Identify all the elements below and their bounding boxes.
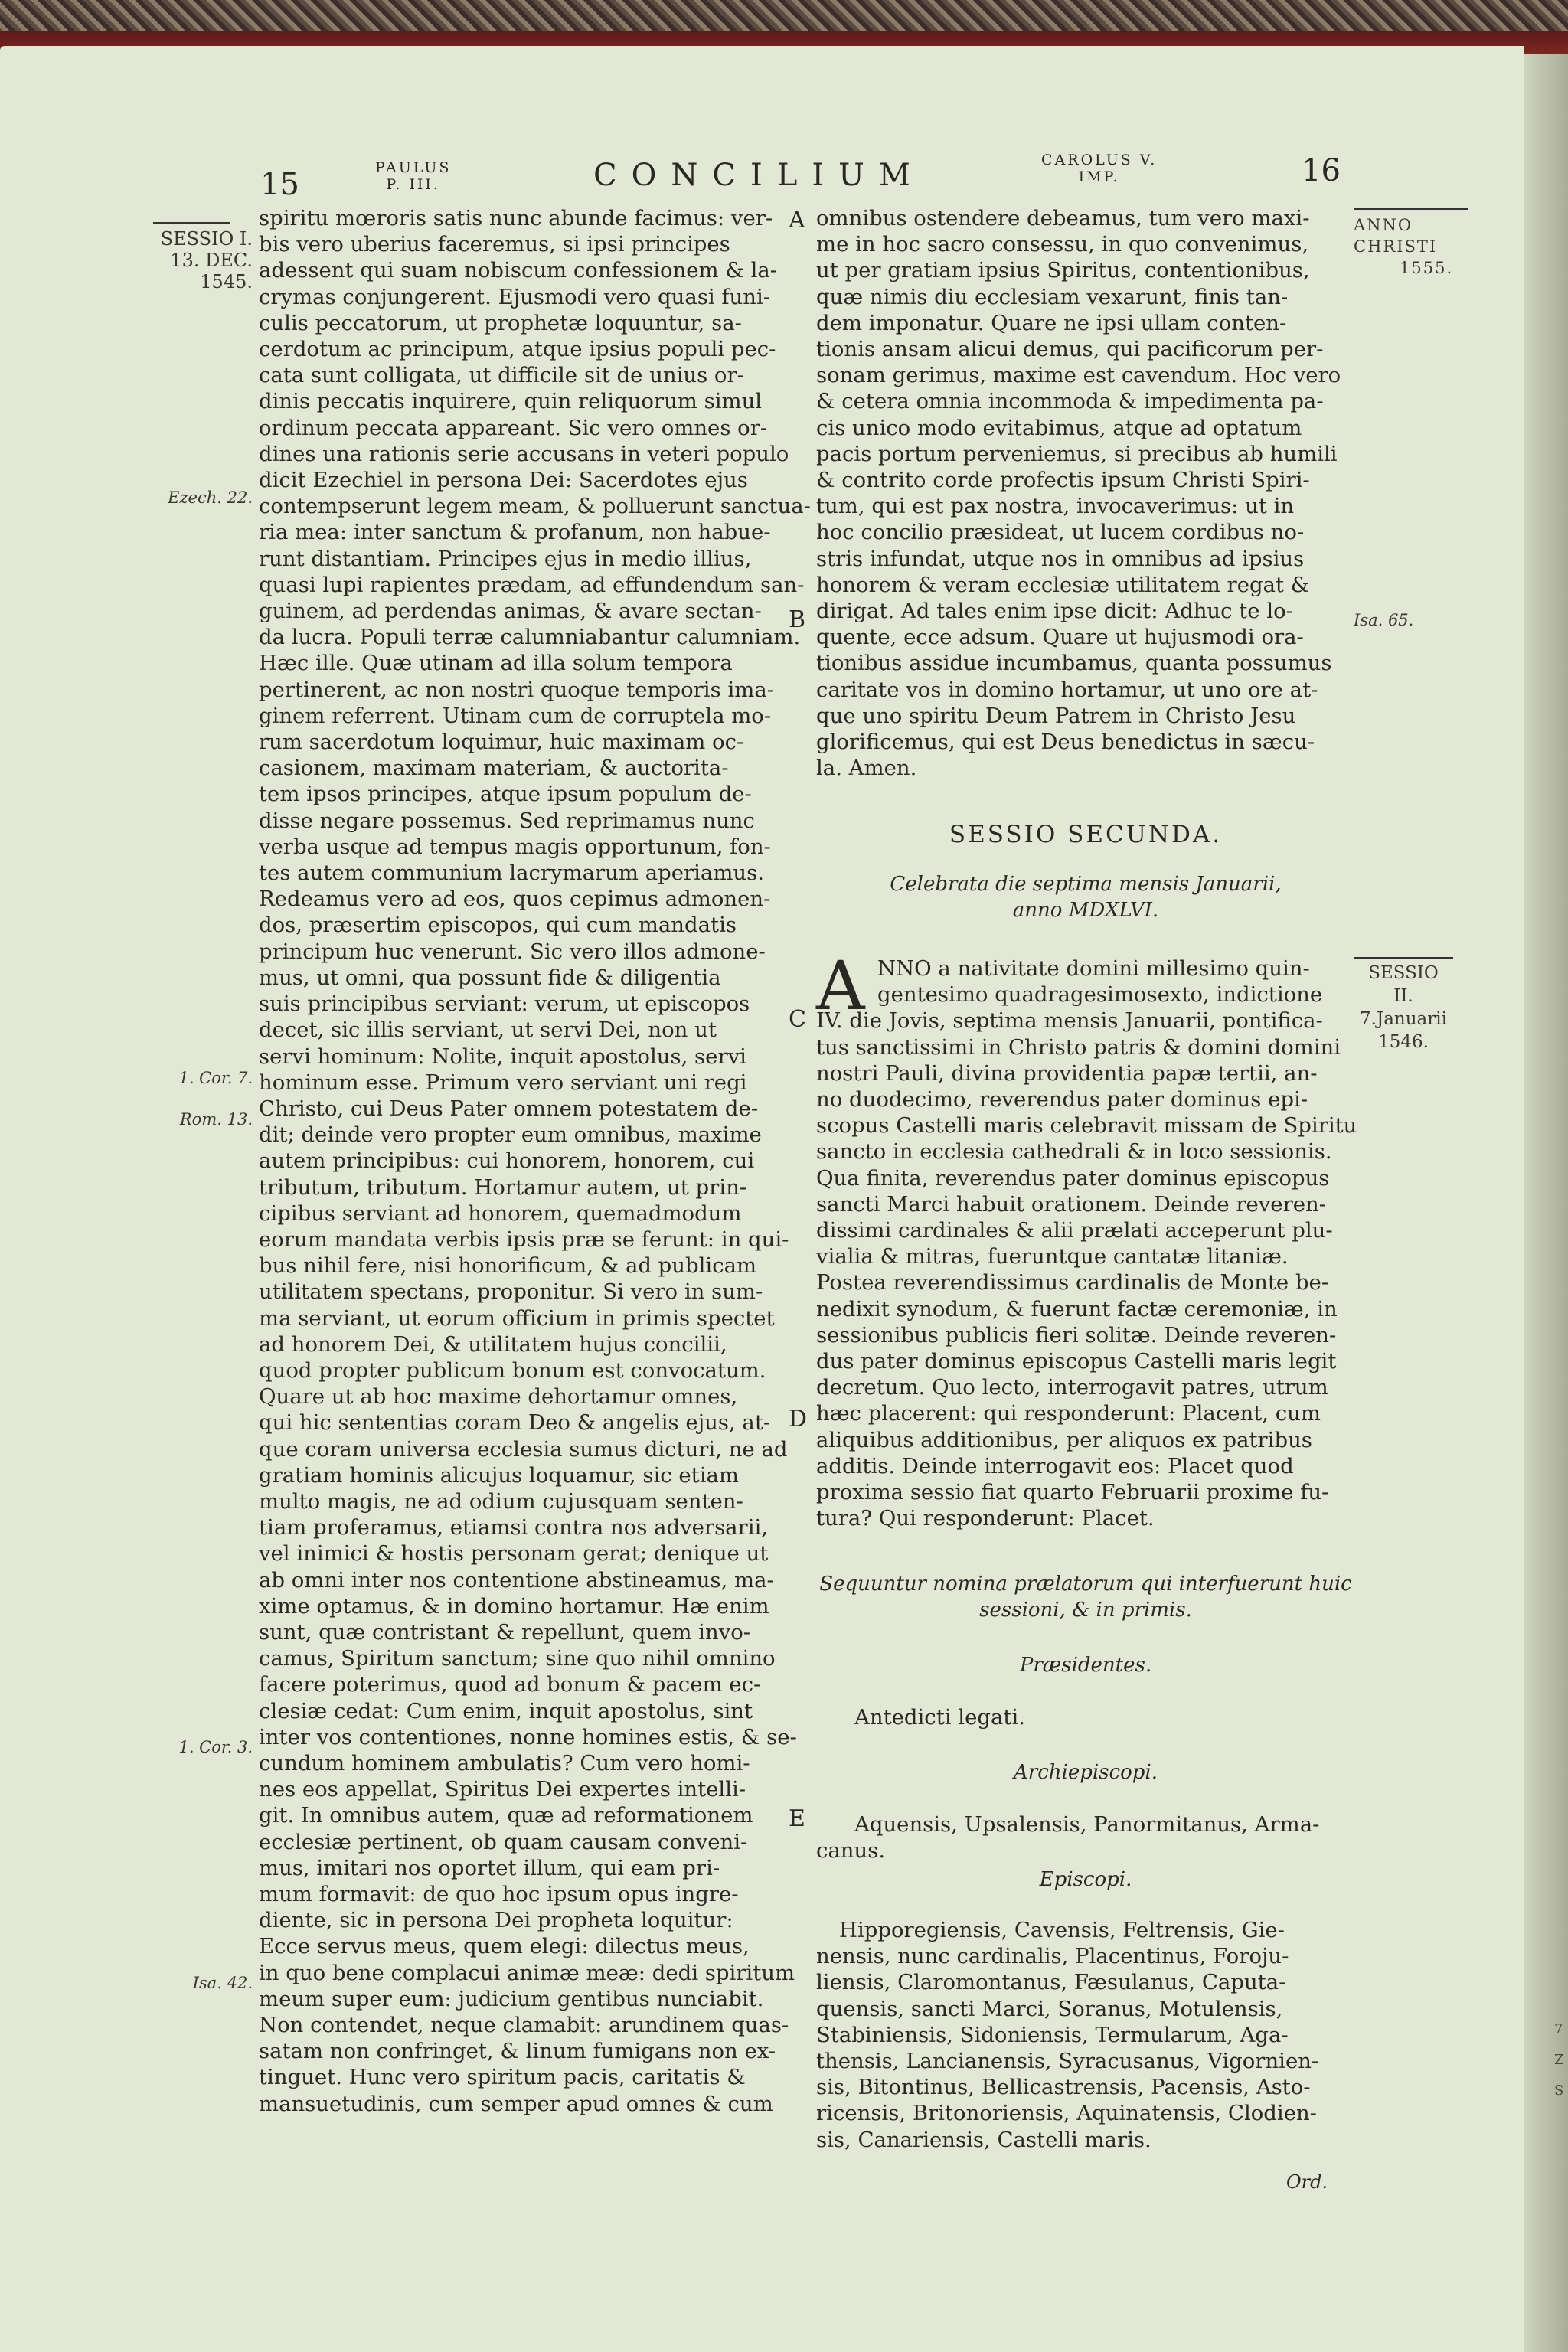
- text-line: da lucra. Populi terræ calumniabantur calumniam.: [259, 625, 801, 650]
- text-line: sis, Canariensis, Castelli maris.: [816, 2127, 1152, 2152]
- text-line: & cetera omnia incommoda & impedimenta pa-: [816, 389, 1324, 414]
- text-line: glorificemus, qui est Deus benedictus in sæcu-: [816, 730, 1315, 755]
- names-intro: Sequuntur nomina prælatorum qui interfuerunt huic sessioni, & in primis.: [819, 1573, 1352, 1622]
- text-line: stris infundat, utque nos in omnibus ad ipsius: [816, 546, 1305, 571]
- text-line: Non contendet, neque clamabit: arundinem quas-: [259, 2013, 789, 2038]
- text-line: Quare ut ab hoc maxime dehortamur omnes,: [259, 1384, 738, 1410]
- edge-mark: 7: [1554, 2021, 1563, 2037]
- margin-anno: ANNO CHRISTI 1555.: [1354, 216, 1454, 277]
- text-line: ecclesiæ pertinent, ob quam causam conveni-: [259, 1829, 748, 1854]
- text-line: Christo, cui Deus Pater omnem potestatem de-: [259, 1096, 759, 1121]
- text-line: xime optamus, & in domino hortamur. Hæ enim: [259, 1593, 769, 1619]
- text-line: tus sanctissimi in Christo patris & domini domini: [816, 1034, 1341, 1060]
- text-line: dos, præsertim episcopos, qui cum mandatis: [259, 913, 737, 938]
- margin-ref: Ezech. 22.: [168, 488, 253, 507]
- text-line: principum huc venerunt. Sic vero illos admone-: [259, 939, 766, 964]
- text-line: gentesimo quadragesimosexto, indictione: [877, 982, 1323, 1008]
- text-line: dicit Ezechiel in persona Dei: Sacerdotes ejus: [259, 468, 748, 493]
- text-line: sis, Bitontinus, Bellicastrensis, Pacensis, Asto-: [816, 2075, 1311, 2100]
- margin-rule: [153, 222, 230, 224]
- margin-ref: Rom. 13.: [179, 1110, 253, 1129]
- text-line: dinis peccatis inquirere, quin reliquorum simul: [259, 389, 763, 414]
- section-letter: D: [789, 1406, 808, 1432]
- text-line: utilitatem spectans, proponitur. Si vero in sum-: [259, 1279, 763, 1305]
- text-line: ut per gratiam ipsius Spiritus, contentionibus,: [816, 258, 1310, 283]
- text-line: cipibus serviant ad honorem, quemadmodum: [259, 1200, 742, 1226]
- text-line: vel inimici & hostis personam gerat; denique ut: [259, 1541, 769, 1566]
- text-line: spiritu mœroris satis nunc abunde facimus: ver-: [259, 206, 773, 230]
- text-line: me in hoc sacro consessu, in quo convenimus,: [816, 232, 1309, 257]
- text-line: tinguet. Hunc vero spiritum pacis, caritatis &: [259, 2065, 746, 2090]
- text-line: scopus Castelli maris celebravit missam de Spiritu: [816, 1113, 1357, 1138]
- text-line: Ecce servus meus, quem elegi: dilectus meus,: [259, 1934, 750, 1959]
- text-line: clesiæ cedat: Cum enim, inquit apostolus, sint: [259, 1698, 753, 1723]
- section-letter: A: [789, 207, 805, 234]
- margin-ref: Isa. 65.: [1354, 611, 1414, 629]
- text-line: tura? Qui responderunt: Placet.: [816, 1506, 1155, 1531]
- text-line: mus, ut omni, qua possunt fide & diligentia: [259, 965, 721, 990]
- text-line: tum, qui est pax nostra, invocaverimus: ut in: [816, 494, 1295, 519]
- text-line: multo magis, ne ad odium cujusquam senten-: [259, 1488, 743, 1514]
- drop-capital: A: [816, 946, 865, 1025]
- text-line: dissimi cardinales & alii prælati acceperunt plu-: [816, 1218, 1333, 1243]
- text-line: honorem & veram ecclesiæ utilitatem regat &: [816, 572, 1310, 597]
- text-line: culis peccatorum, ut prophetæ loquuntur, sa-: [259, 310, 742, 335]
- text-line: la. Amen.: [816, 756, 917, 781]
- section-letter: E: [789, 1805, 805, 1832]
- text-line: ma serviant, ut eorum officium in primis spectet: [259, 1305, 775, 1331]
- text-line: gratiam hominis alicujus loquamur, sic etiam: [259, 1462, 739, 1488]
- text-line: IV. die Jovis, septima mensis Januarii, pontifica-: [816, 1008, 1323, 1034]
- section-letter: C: [789, 1006, 806, 1033]
- text-line: guinem, ad perdendas animas, & avare sectan-: [259, 599, 762, 624]
- margin-ref: 1. Cor. 3.: [178, 1738, 253, 1756]
- text-line: ad honorem Dei, & utilitatem hujus concilii,: [259, 1331, 727, 1357]
- text-line: autem principibus: cui honorem, honorem, cui: [259, 1148, 755, 1174]
- section-letter: B: [789, 606, 806, 633]
- edge-mark: S: [1554, 2082, 1564, 2099]
- text-line: omnibus ostendere debeamus, tum vero maxi-: [816, 206, 1310, 230]
- text-line: sancto in ecclesia cathedrali & in loco sessionis.: [816, 1139, 1332, 1165]
- text-line: dirigat. Ad tales enim ipse dicit: Adhuc te lo-: [816, 599, 1293, 624]
- text-line: mum formavit: de quo hoc ipsum opus ingre-: [259, 1882, 739, 1906]
- page-number-right: 16: [1302, 153, 1341, 188]
- text-line: nensis, nunc cardinalis, Placentinus, Foroju-: [816, 1944, 1289, 1969]
- text-line: pertinerent, ac non nostri quoque temporis ima-: [259, 677, 775, 702]
- text-line: git. In omnibus autem, quæ ad reformationem: [259, 1803, 753, 1828]
- text-line: casionem, maximam materiam, & auctorita-: [259, 756, 729, 781]
- text-line: disse negare possemus. Sed reprimamus nunc: [259, 808, 755, 833]
- text-line: dem imponatur. Quare ne ipsi ullam conten-: [816, 310, 1287, 335]
- margin-session-two: SESSIO II. 7.Januarii 1546.: [1360, 963, 1447, 1052]
- running-head-right: CAROLUS V. IMP.: [1041, 152, 1158, 185]
- margin-ref: 1. Cor. 7.: [178, 1069, 253, 1087]
- page-title: CONCILIUM: [593, 158, 925, 193]
- session-subtitle: Celebrata die septima mensis Januarii, anno MDXLVI.: [890, 873, 1282, 922]
- margin-ref: Isa. 42.: [192, 1974, 253, 1992]
- episcopi-list: [816, 1917, 1355, 2153]
- text-line: quæ nimis diu ecclesiam vexarunt, finis tan-: [816, 284, 1289, 309]
- text-line: meum super eum: judicium gentibus nunciabit.: [259, 1986, 764, 2011]
- text-line: cata sunt colligata, ut difficile sit de unius or-: [259, 363, 744, 388]
- text-line: decretum. Quo lecto, interrogavit patres, utrum: [816, 1375, 1328, 1400]
- text-line: mansuetudinis, cum semper apud omnes & cum: [259, 2091, 773, 2116]
- praesidentes-heading: Præsidentes.: [1019, 1654, 1152, 1677]
- text-line: additis. Deinde interrogavit eos: Placet quod: [816, 1453, 1294, 1478]
- episcopi-heading: Episcopi.: [1039, 1868, 1132, 1891]
- text-line: ria mea: inter sanctum & profanum, non habue-: [259, 520, 771, 545]
- margin-rule: [1354, 957, 1453, 959]
- text-line: ordinum peccata appareant. Sic vero omnes or-: [259, 415, 768, 440]
- text-line: caritate vos in domino hortamur, ut uno ore at-: [816, 677, 1318, 702]
- text-line: nostri Pauli, divina providentia papæ tertii, an-: [816, 1060, 1318, 1086]
- text-line: eorum mandata verbis ipsis præ se ferunt: in qui-: [259, 1227, 789, 1252]
- text-line: tionis ansam alicui demus, qui pacificorum per-: [816, 337, 1324, 362]
- text-line: bus nihil fere, nisi honorificum, & ad publicam: [259, 1253, 757, 1279]
- edge-mark: Z: [1554, 2052, 1564, 2068]
- text-line: sonam gerimus, maxime est cavendum. Hoc vero: [816, 363, 1341, 388]
- text-line: ab omni inter nos contentione abstineamus, ma-: [259, 1567, 774, 1592]
- text-line: contempserunt legem meam, & polluerunt sanctua-: [259, 494, 811, 519]
- text-line: cerdotum ac principum, atque ipsius populi pec-: [259, 337, 776, 362]
- margin-rule: [1354, 208, 1468, 210]
- text-line: dit; deinde vero propter eum omnibus, maxime: [259, 1122, 762, 1148]
- text-line: Postea reverendissimus cardinalis de Monte be-: [816, 1270, 1329, 1295]
- text-line: tes autem communium lacrymarum aperiamus.: [259, 861, 764, 886]
- archiepiscopi-list: Aquensis, Upsalensis, Panormitanus, Arma- canus.: [816, 1812, 1320, 1864]
- text-line: verba usque ad tempus magis opportunum, fon-: [259, 834, 771, 859]
- text-line: ginem referrent. Utinam cum de corruptela mo-: [259, 703, 772, 728]
- text-line: mus, imitari nos oportet illum, qui eam pri-: [259, 1855, 720, 1880]
- praesidentes-list: Antedicti legati.: [854, 1705, 1025, 1730]
- text-line: nedixit synodum, & fuerunt factæ ceremoniæ, in: [816, 1296, 1338, 1321]
- text-line: hoc concilio præsideat, ut lucem cordibus no-: [816, 520, 1305, 545]
- text-line: thensis, Lancianensis, Syracusanus, Vigornien-: [816, 2049, 1319, 2074]
- text-line: runt distantiam. Principes ejus in medio illius,: [259, 546, 752, 571]
- session-heading: SESSIO SECUNDA.: [949, 821, 1223, 848]
- text-line: quod propter publicum bonum est convocatum.: [259, 1357, 766, 1383]
- text-line: nes eos appellat, Spiritus Dei expertes intelli-: [259, 1777, 746, 1802]
- text-line: suis principibus serviant: verum, ut episcopos: [259, 991, 750, 1017]
- text-line: quasi lupi rapientes prædam, ad effundendum san-: [259, 572, 805, 597]
- text-line: aliquibus additionibus, per aliquos ex patribus: [816, 1427, 1312, 1452]
- text-line: proxima sessio fiat quarto Februarii proxime fu-: [816, 1480, 1329, 1505]
- text-line: sunt, quæ contristant & repellunt, quem invo-: [259, 1619, 751, 1645]
- text-line: adessent qui suam nobiscum confessionem & la-: [259, 258, 778, 283]
- text-line: Hæc ille. Quæ utinam ad illa solum tempora: [259, 651, 733, 676]
- text-line: que coram universa ecclesia sumus dicturi, ne ad: [259, 1436, 788, 1462]
- text-line: NNO a nativitate domini millesimo quin-: [877, 956, 1310, 981]
- text-line: satam non confringet, & linum fumigans non ex-: [259, 2039, 776, 2064]
- text-line: vialia & mitras, fueruntque cantatæ litaniæ.: [816, 1244, 1289, 1269]
- text-line: sancti Marci habuit orationem. Deinde reveren-: [816, 1191, 1327, 1217]
- text-line: cundum hominem ambulatis? Cum vero homi-: [259, 1750, 750, 1775]
- text-line: diente, sic in persona Dei propheta loquitur:: [259, 1908, 733, 1933]
- text-line: camus, Spiritum sanctum; sine quo nihil omnino: [259, 1646, 776, 1671]
- text-line: crymas conjungerent. Ejusmodi vero quasi funi-: [259, 284, 771, 309]
- text-line: qui hic sententias coram Deo & angelis ejus, at-: [259, 1410, 771, 1436]
- text-line: tionibus assidue incumbamus, quanta possumus: [816, 651, 1332, 676]
- left-column-text: [259, 205, 811, 2117]
- text-line: no duodecimo, reverendus pater dominus epi-: [816, 1087, 1308, 1112]
- text-line: dines una rationis serie accusans in veteri populo: [259, 441, 789, 466]
- text-line: hominum esse. Primum vero serviant uni regi: [259, 1070, 747, 1095]
- margin-session-one: SESSIO I. 13. DEC. 1545.: [160, 228, 253, 292]
- text-line: quensis, sancti Marci, Soranus, Motulensis,: [816, 1996, 1283, 2021]
- text-line: quente, ecce adsum. Quare ut hujusmodi ora-: [816, 625, 1304, 650]
- text-line: facere poterimus, quod ad bonum & pacem ec-: [259, 1672, 761, 1697]
- text-line: tem ipsos principes, atque ipsum populum de-: [259, 782, 752, 807]
- text-line: & contrito corde profectis ipsum Christi Spiri-: [816, 468, 1310, 493]
- running-head-left: PAULUS P. III.: [375, 159, 452, 193]
- text-line: cis unico modo evitabimus, atque ad optatum: [816, 415, 1302, 440]
- text-line: decet, sic illis serviant, ut servi Dei, non ut: [259, 1018, 717, 1043]
- text-line: Hipporegiensis, Cavensis, Feltrensis, Gie-: [839, 1918, 1285, 1942]
- text-line: liensis, Claromontanus, Fæsulanus, Caputa-: [816, 1970, 1286, 1995]
- text-line: pacis portum perveniemus, si precibus ab humili: [816, 441, 1338, 466]
- text-line: servi hominum: Nolite, inquit apostolus, servi: [259, 1044, 746, 1069]
- text-line: inter vos contentiones, nonne homines estis, & se-: [259, 1724, 797, 1749]
- archiepiscopi-heading: Archiepiscopi.: [1014, 1761, 1158, 1784]
- session-body: [816, 946, 1357, 1531]
- text-line: rum sacerdotum loquimur, huic maximam oc-: [259, 730, 744, 755]
- text-line: Stabiniensis, Sidoniensis, Termularum, Aga-: [816, 2022, 1289, 2047]
- text-line: hæc placerent: qui responderunt: Placent, cum: [816, 1401, 1321, 1426]
- text-line: que uno spiritu Deum Patrem in Christo Jesu: [816, 703, 1296, 728]
- text-line: tributum, tributum. Hortamur autem, ut prin-: [259, 1174, 747, 1200]
- text-line: bis vero uberius faceremus, si ipsi principes: [259, 232, 730, 257]
- text-line: Redeamus vero ad eos, quos cepimus admonen-: [259, 887, 771, 912]
- text-line: ricensis, Britonoriensis, Aquinatensis, Clodien-: [816, 2101, 1317, 2126]
- right-column-text: [816, 205, 1355, 781]
- text-line: in quo bene complacui animæ meæ: dedi spiritum: [259, 1960, 795, 1985]
- catchword: Ord.: [1286, 2171, 1328, 2193]
- facing-page-edge: [1524, 54, 1568, 2352]
- text-line: sessionibus publicis fieri solitæ. Deinde reveren-: [816, 1322, 1337, 1348]
- text-line: tiam proferamus, etiamsi contra nos adversarii,: [259, 1515, 769, 1540]
- text-line: Qua finita, reverendus pater dominus episcopus: [816, 1165, 1330, 1191]
- text-line: dus pater dominus episcopus Castelli maris legit: [816, 1349, 1337, 1374]
- page-number-left: 15: [260, 167, 299, 202]
